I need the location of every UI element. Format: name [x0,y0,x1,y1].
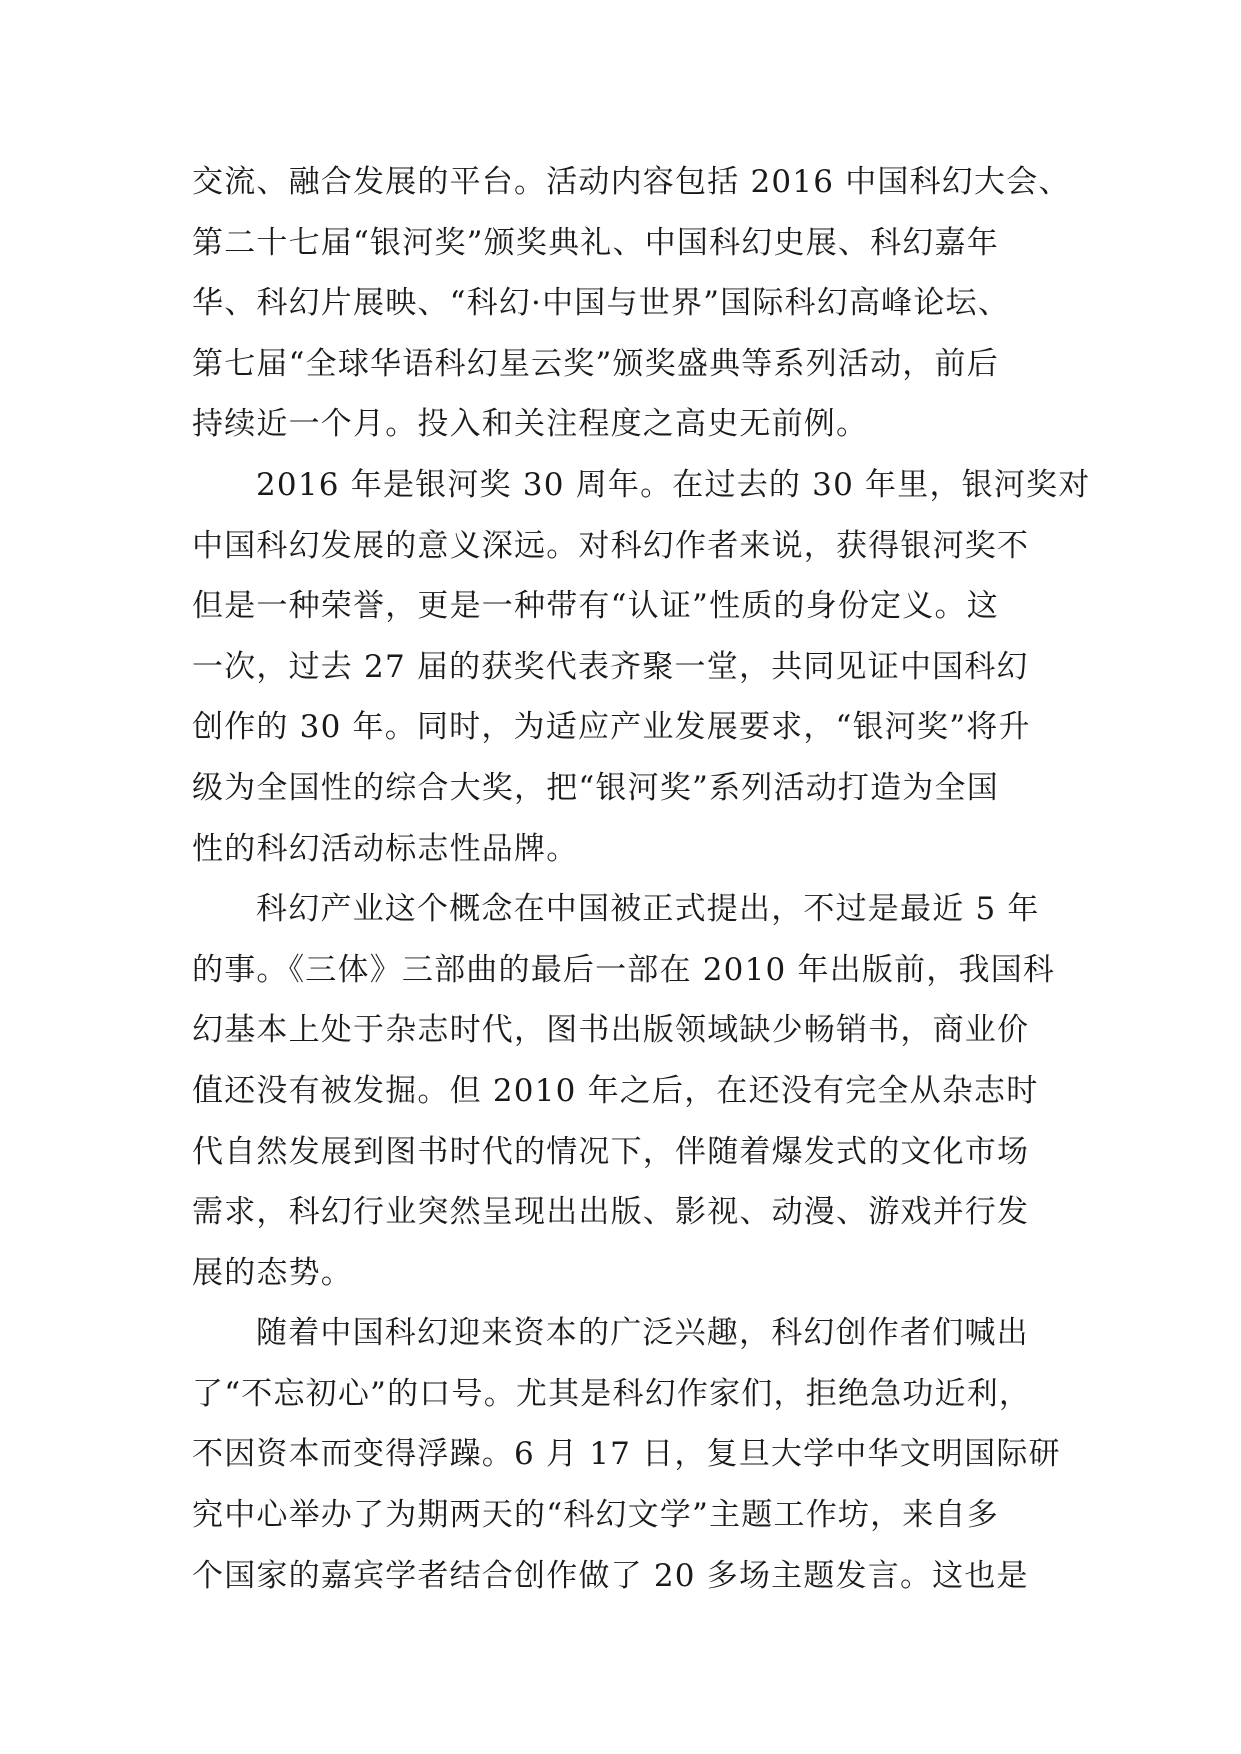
text-line: 了“不忘初心”的口号。尤其是科幻作家们，拒绝急功近利， [192,1375,1032,1412]
text-line: 值还没有被发掘。但 2010 年之后，在还没有完全从杂志时 [192,1072,1039,1109]
text-line: 随着中国科幻迎来资本的广泛兴趣，科幻创作者们喊出 [256,1315,1029,1352]
text-line: 2016 年是银河奖 30 周年。在过去的 30 年里，银河奖对 [256,466,1091,503]
text-line: 究中心举办了为期两天的“科幻文学”主题工作坊，来自多 [192,1497,999,1534]
paragraph-1 [192,152,1071,455]
text-line: 代自然发展到图书时代的情况下，伴随着爆发式的文化市场 [192,1133,1030,1170]
text-line: 需求，科幻行业突然呈现出出版、影视、动漫、游戏并行发 [192,1194,1030,1231]
text-line: 但是一种荣誉，更是一种带有“认证”性质的身份定义。这 [192,588,999,625]
text-line: 个国家的嘉宾学者结合创作做了 20 多场主题发言。这也是 [192,1557,1029,1594]
text-line: 第七届“全球华语科幻星云奖”颁奖盛典等系列活动，前后 [192,345,999,382]
text-line: 中国科幻发展的意义深远。对科幻作者来说，获得银河奖不 [192,527,1030,564]
paragraph-2 [192,455,1091,879]
text-line: 性的科幻活动标志性品牌。 [192,830,579,867]
text-line: 交流、融合发展的平台。活动内容包括 2016 中国科幻大会、 [192,164,1071,200]
text-line: 科幻产业这个概念在中国被正式提出，不过是最近 5 年 [256,891,1040,928]
text-line: 一次，过去 27 届的获奖代表齐聚一堂，共同见证中国科幻 [192,648,1029,685]
text-line: 幻基本上处于杂志时代，图书出版领域缺少畅销书，商业价 [192,1012,1030,1049]
text-line: 的事。《三体》三部曲的最后一部在 2010 年出版前，我国科 [192,951,1056,988]
text-line: 不因资本而变得浮躁。6 月 17 日，复旦大学中华文明国际研 [192,1436,1061,1473]
text-line: 展的态势。 [192,1254,353,1291]
article-body [192,152,1091,1606]
text-line: 级为全国性的综合大奖，把“银河奖”系列活动打造为全国 [192,769,999,806]
text-line: 持续近一个月。投入和关注程度之高史无前例。 [192,406,869,443]
paragraph-4 [192,1303,1062,1606]
paragraph-3 [192,879,1062,1303]
text-line: 华、科幻片展映、“科幻·中国与世界”国际科幻高峰论坛、 [192,285,1010,322]
text-line: 创作的 30 年。同时，为适应产业发展要求，“银河奖”将升 [192,709,1031,746]
text-line: 第二十七届“银河奖”颁奖典礼、中国科幻史展、科幻嘉年 [192,224,999,261]
